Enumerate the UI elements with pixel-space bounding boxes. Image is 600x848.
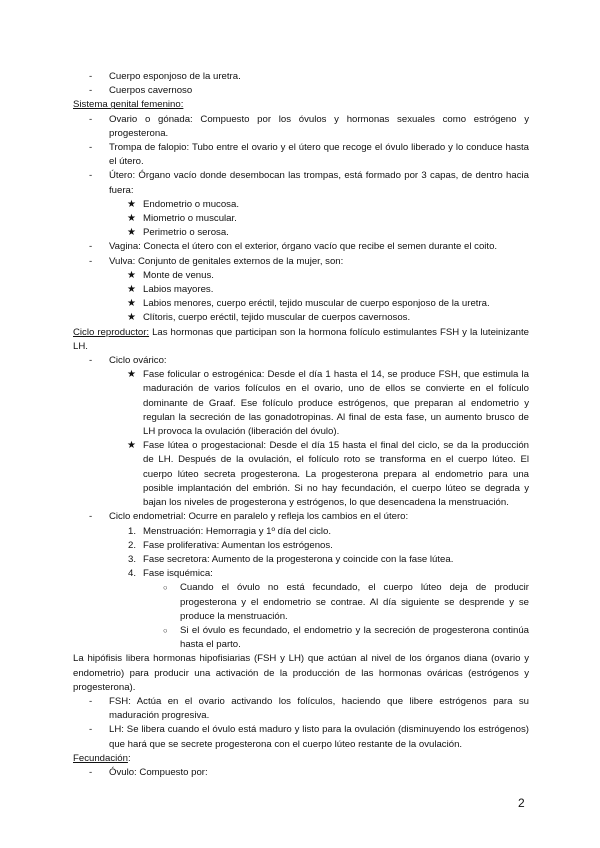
circle-icon: ○ [163,583,168,593]
item-text: Óvulo: Compuesto por: [109,766,208,778]
list-item [73,113,529,141]
section-paragraph [73,326,529,354]
item-text: Fase secretora: Aumento de la progesterona y coincide con la fase lútea. [143,553,454,565]
star-icon: ★ [127,298,136,310]
numbered-item [73,525,529,539]
list-item [73,70,529,84]
dash-bullet: - [89,724,93,736]
star-icon: ★ [127,440,136,452]
list-item [73,723,529,751]
page-content [73,70,529,780]
list-item [73,766,529,780]
item-text: Perimetrio o serosa. [143,227,229,239]
item-text: Clítoris, cuerpo eréctil, tejido muscular de cuerpos cavernosos. [143,312,411,324]
sub-list-item [73,311,529,325]
sub-list-item [73,198,529,212]
section-heading [73,752,529,766]
item-text: Cuerpo esponjoso de la uretra. [109,71,241,82]
item-text: Vulva: Conjunto de genitales externos de la mujer, son: [109,255,344,267]
item-text: Fase lútea o progestacional: Desde el día 15 hasta el final del ciclo, se da la producción de LH. Después de la ovulación, el folículo roto se transforma en el cuerpo lúteo. El cuerpo lúteo secreta progesterona. La progesterona prepara al endometrio para una posible implantación del embrión. Si no hay fecundación, el cuerpo lúteo se degrada y bajan los niveles de progesterona y estrógenos, lo que desencadena la menstruación. [143,440,529,509]
item-text: Vagina: Conecta el útero con el exterior, órgano vacío que recibe el semen durante el coito. [109,241,498,253]
item-text: Labios menores, cuerpo eréctil, tejido muscular de cuerpo esponjoso de la uretra. [143,298,490,310]
heading-text: Sistema genital femenino: [73,99,184,111]
heading-colon: : [127,752,131,764]
numbered-item [73,539,529,553]
dash-bullet: - [89,255,93,267]
item-text: Ovario o gónada: Compuesto por los óvulos y hormonas sexuales como estrógeno y progesterona. [109,113,529,139]
sub-list-item [73,297,529,311]
star-icon: ★ [127,269,136,281]
numbered-item [73,567,529,581]
sub-list-item [73,226,529,240]
item-number: 3. [128,553,137,565]
item-text: Cuerpos cavernoso [109,85,193,97]
dash-bullet: - [89,113,93,125]
item-text: Ciclo ovárico: [109,355,167,367]
sub-list-item [73,283,529,297]
circle-icon: ○ [163,625,168,635]
body-paragraph [73,652,529,695]
item-text: Miometrio o muscular. [143,213,237,225]
item-text: Fase folicular o estrogénica: Desde el día 1 hasta el 14, se produce FSH, que estimula la maduración de varios folículos en el ovario, uno de ellos se convierte en el folículo dominante de Graaf. Ese folículo produce estrógenos, que preparan al endometrio y regulan la secreción de las gonadotropinas. Al final de esta fase, un aumento brusco de LH provoca la ovulación (liberación del óvulo). [143,369,529,438]
item-text: Fase proliferativa: Aumentan los estrógenos. [143,539,333,551]
page-number: 2 [518,796,525,810]
sub-list-item [73,368,529,439]
heading-text: Ciclo reproductor: [73,326,150,338]
star-icon: ★ [127,369,136,381]
dash-bullet: - [89,142,93,154]
heading-text: Fecundación [73,752,128,764]
item-text: Trompa de falopio: Tubo entre el ovario y el útero que recoge el óvulo liberado y lo conduce hasta el útero. [109,142,529,168]
list-item [73,354,529,368]
sub-sub-list-item [73,581,529,624]
paragraph-text: Las hormonas que participan son la hormona folículo estimulantes FSH y la luteinizante LH. [73,326,529,352]
dash-bullet: - [89,71,93,82]
item-text: Endometrio o mucosa. [143,198,239,210]
list-item [73,141,529,169]
list-item [73,255,529,269]
sub-list-item [73,212,529,226]
paragraph-text: La hipófisis libera hormonas hipofisiarias (FSH y LH) que actúan al nivel de los órganos diana (ovario y endometrio) para producir una activación de la producción de las hormonas ováricas (estrógenos y progesterona). [73,653,529,693]
item-text: Útero: Órgano vacío donde desembocan las trompas, está formado por 3 capas, de dentro hacia fuera: [109,170,529,196]
sub-sub-list-item [73,624,529,652]
star-icon: ★ [127,198,136,210]
item-number: 2. [128,539,137,551]
list-item [73,510,529,524]
sub-list-item [73,439,529,510]
star-icon: ★ [127,284,136,296]
list-item [73,169,529,197]
numbered-item [73,553,529,567]
item-text: Monte de venus. [143,269,214,281]
section-heading [73,98,529,112]
item-text: Fase isquémica: [143,568,213,580]
item-number: 4. [128,568,137,580]
item-text: Si el óvulo es fecundado, el endometrio y la secreción de progesterona continúa hasta el parto. [180,624,529,651]
dash-bullet: - [89,766,93,778]
item-text: Cuando el óvulo no está fecundado, el cuerpo lúteo deja de producir progesterona y el endometrio se contrae. Al día siguiente se desprende y se produce la menstruación. [180,582,529,622]
item-text: LH: Se libera cuando el óvulo está maduro y listo para la ovulación (disminuyendo los estrógenos) que hará que se secrete progesterona con el cuerpo lúteo restante de la ovulación. [109,724,529,750]
star-icon: ★ [127,312,136,324]
dash-bullet: - [89,355,93,367]
dash-bullet: - [89,85,93,97]
star-icon: ★ [127,227,136,239]
list-item [73,695,529,723]
sub-list-item [73,269,529,283]
item-number: 1. [128,525,137,537]
item-text: Labios mayores. [143,284,214,296]
star-icon: ★ [127,213,136,225]
item-text: Menstruación: Hemorragia y 1º día del ciclo. [143,525,332,537]
dash-bullet: - [89,695,93,707]
dash-bullet: - [89,511,93,523]
list-item [73,84,529,98]
item-text: Ciclo endometrial: Ocurre en paralelo y refleja los cambios en el útero: [109,511,409,523]
dash-bullet: - [89,241,93,253]
item-text: FSH: Actúa en el ovario activando los folículos, haciendo que libere estrógenos para su maduración progresiva. [109,695,529,722]
list-item [73,240,529,254]
dash-bullet: - [89,170,93,182]
